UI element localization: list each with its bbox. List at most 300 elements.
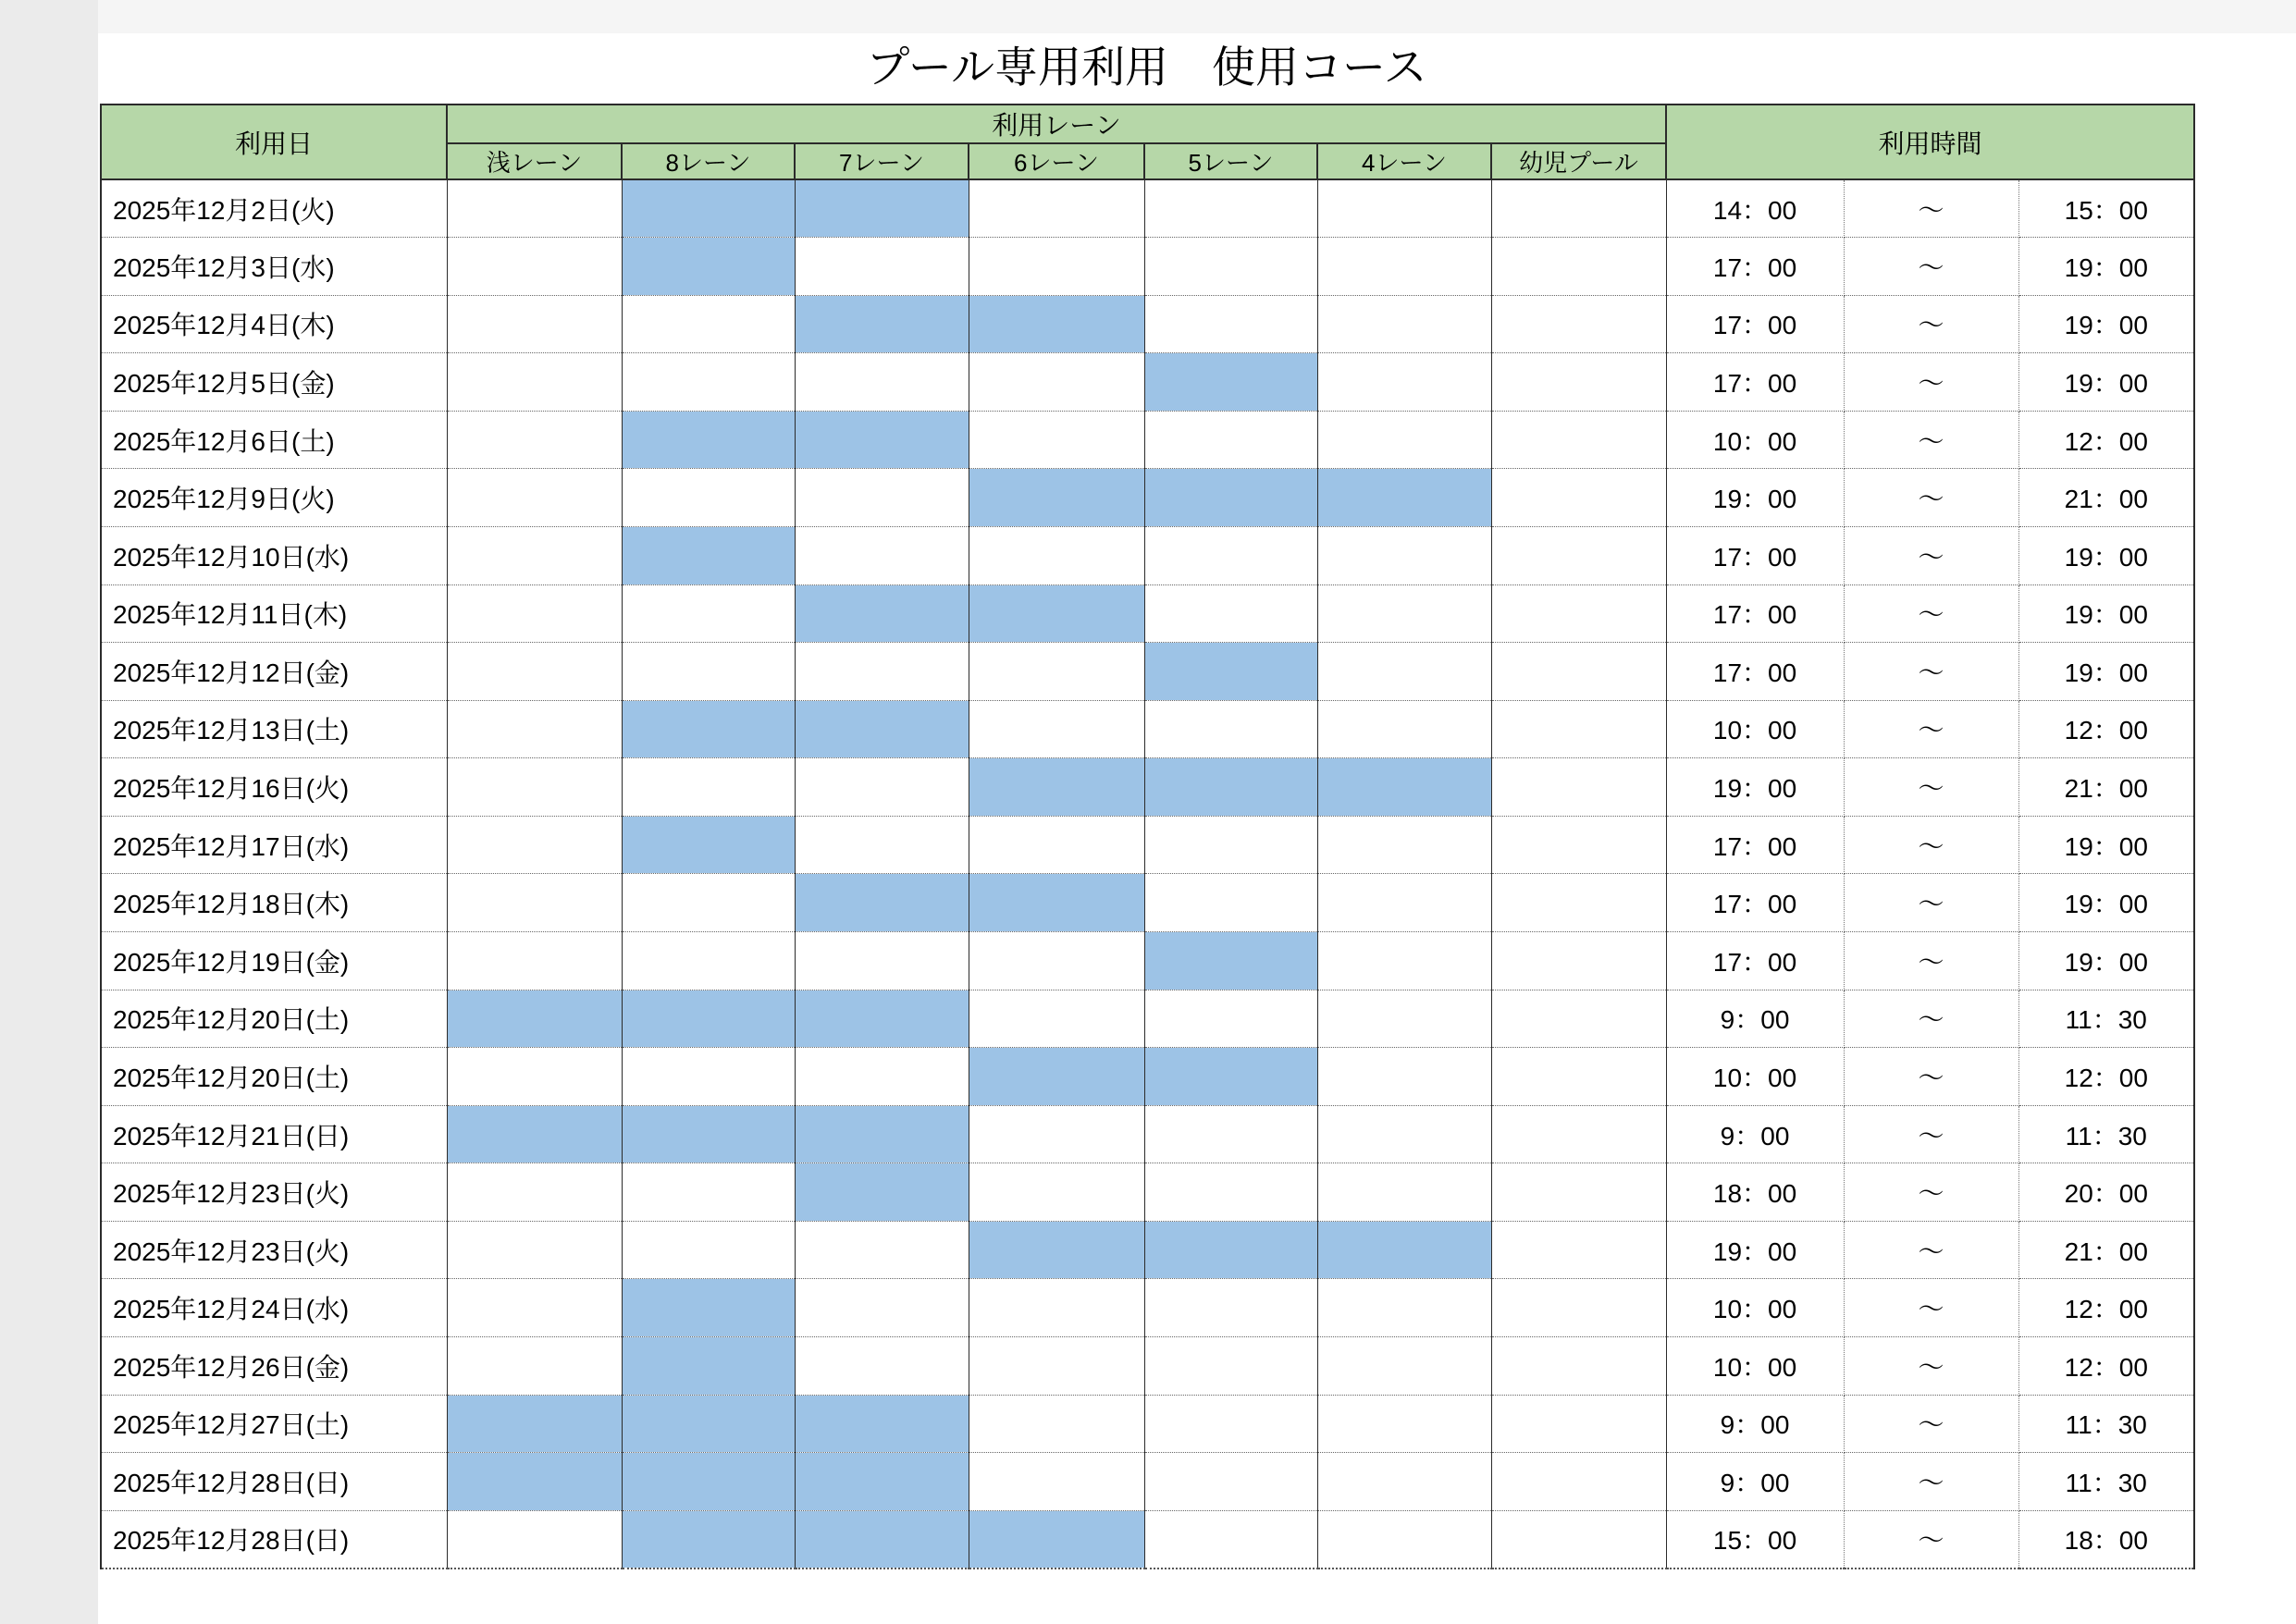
lane-cell-5[interactable] bbox=[1317, 1105, 1491, 1163]
lane-cell-6[interactable] bbox=[1491, 469, 1666, 527]
lane-cell-0-reserved[interactable] bbox=[447, 1395, 622, 1453]
date-cell[interactable]: 2025年12月18日(木) bbox=[101, 874, 447, 932]
lane-cell-4[interactable] bbox=[1144, 295, 1317, 353]
date-cell[interactable]: 2025年12月28日(日) bbox=[101, 1453, 447, 1511]
lane-cell-6[interactable] bbox=[1491, 1221, 1666, 1279]
lane-header-2[interactable]: 7レーン bbox=[795, 143, 969, 179]
lane-cell-2-reserved[interactable] bbox=[795, 990, 969, 1048]
time-start-cell[interactable]: 17：00 bbox=[1666, 643, 1844, 701]
lane-cell-1-reserved[interactable] bbox=[622, 1279, 795, 1337]
header-row-groups bbox=[101, 105, 2194, 143]
time-start-cell[interactable]: 15：00 bbox=[1666, 1510, 1844, 1569]
lane-cell-1-reserved[interactable] bbox=[622, 179, 795, 238]
lane-cell-3[interactable] bbox=[969, 1337, 1144, 1396]
lane-cell-5[interactable] bbox=[1317, 584, 1491, 643]
lane-cell-6[interactable] bbox=[1491, 990, 1666, 1048]
time-start-cell[interactable]: 17：00 bbox=[1666, 238, 1844, 296]
lane-cell-4[interactable] bbox=[1144, 700, 1317, 758]
lane-cell-0[interactable] bbox=[447, 584, 622, 643]
lane-cell-5[interactable] bbox=[1317, 874, 1491, 932]
lane-cell-4[interactable] bbox=[1144, 179, 1317, 238]
lane-cell-0[interactable] bbox=[447, 353, 622, 412]
time-start-cell[interactable]: 10：00 bbox=[1666, 1337, 1844, 1396]
lane-cell-4-reserved[interactable] bbox=[1144, 1048, 1317, 1106]
lane-cell-2[interactable] bbox=[795, 1048, 969, 1106]
lane-cell-6[interactable] bbox=[1491, 758, 1666, 817]
lane-cell-1-reserved[interactable] bbox=[622, 1105, 795, 1163]
lane-cell-0-reserved[interactable] bbox=[447, 990, 622, 1048]
lane-cell-5[interactable] bbox=[1317, 353, 1491, 412]
lane-cell-2[interactable] bbox=[795, 816, 969, 874]
lane-cell-3[interactable] bbox=[969, 700, 1144, 758]
lane-cell-3-reserved[interactable] bbox=[969, 1510, 1144, 1569]
lane-cell-4-reserved[interactable] bbox=[1144, 1221, 1317, 1279]
lane-cell-3-reserved[interactable] bbox=[969, 584, 1144, 643]
time-separator-cell[interactable]: ～ bbox=[1844, 816, 2018, 874]
lane-cell-5[interactable] bbox=[1317, 1163, 1491, 1222]
time-separator-cell[interactable]: ～ bbox=[1844, 874, 2018, 932]
lane-cell-1[interactable] bbox=[622, 469, 795, 527]
lane-cell-0[interactable] bbox=[447, 1048, 622, 1106]
time-start-cell[interactable]: 14：00 bbox=[1666, 179, 1844, 238]
table-row bbox=[101, 1048, 2194, 1106]
lane-cell-0[interactable] bbox=[447, 758, 622, 817]
lane-cell-6[interactable] bbox=[1491, 816, 1666, 874]
lane-cell-3[interactable] bbox=[969, 1163, 1144, 1222]
lane-cell-1[interactable] bbox=[622, 643, 795, 701]
time-end-cell[interactable]: 12：00 bbox=[2018, 1048, 2194, 1106]
time-separator-cell[interactable]: ～ bbox=[1844, 295, 2018, 353]
lane-cell-3[interactable] bbox=[969, 411, 1144, 469]
time-separator-cell[interactable]: ～ bbox=[1844, 1510, 2018, 1569]
lane-cell-0[interactable] bbox=[447, 932, 622, 990]
time-separator-cell[interactable]: ～ bbox=[1844, 1453, 2018, 1511]
lane-cell-3-reserved[interactable] bbox=[969, 1221, 1144, 1279]
time-start-cell[interactable]: 10：00 bbox=[1666, 1279, 1844, 1337]
lane-cell-1[interactable] bbox=[622, 1048, 795, 1106]
lane-cell-6[interactable] bbox=[1491, 295, 1666, 353]
lane-cell-5[interactable] bbox=[1317, 932, 1491, 990]
lane-cell-0[interactable] bbox=[447, 238, 622, 296]
table-row bbox=[101, 1279, 2194, 1337]
lane-cell-3[interactable] bbox=[969, 643, 1144, 701]
time-start-cell[interactable]: 9：00 bbox=[1666, 1453, 1844, 1511]
time-separator-cell[interactable]: ～ bbox=[1844, 179, 2018, 238]
lane-cell-2[interactable] bbox=[795, 1337, 969, 1396]
time-end-cell[interactable]: 21：00 bbox=[2018, 1221, 2194, 1279]
time-separator-cell[interactable]: ～ bbox=[1844, 932, 2018, 990]
lane-cell-1-reserved[interactable] bbox=[622, 1453, 795, 1511]
lane-cell-5[interactable] bbox=[1317, 1048, 1491, 1106]
lane-cell-3[interactable] bbox=[969, 238, 1144, 296]
lane-cell-2[interactable] bbox=[795, 758, 969, 817]
lane-cell-2[interactable] bbox=[795, 1279, 969, 1337]
lane-cell-2-reserved[interactable] bbox=[795, 1105, 969, 1163]
table-row bbox=[101, 1395, 2194, 1453]
lane-cell-4[interactable] bbox=[1144, 874, 1317, 932]
lane-cell-6[interactable] bbox=[1491, 874, 1666, 932]
lane-cell-3[interactable] bbox=[969, 1453, 1144, 1511]
time-start-cell[interactable]: 17：00 bbox=[1666, 526, 1844, 584]
date-cell[interactable]: 2025年12月20日(土) bbox=[101, 1048, 447, 1106]
time-end-cell[interactable]: 15：00 bbox=[2018, 179, 2194, 238]
lane-cell-5[interactable] bbox=[1317, 1279, 1491, 1337]
lane-cell-4-reserved[interactable] bbox=[1144, 932, 1317, 990]
lane-cell-3[interactable] bbox=[969, 932, 1144, 990]
lane-cell-1-reserved[interactable] bbox=[622, 526, 795, 584]
top-margin bbox=[98, 0, 2296, 33]
schedule-table bbox=[100, 104, 2195, 1569]
time-separator-cell[interactable]: ～ bbox=[1844, 1221, 2018, 1279]
time-start-cell[interactable]: 10：00 bbox=[1666, 411, 1844, 469]
time-start-cell[interactable]: 19：00 bbox=[1666, 469, 1844, 527]
time-end-cell[interactable]: 11：30 bbox=[2018, 1453, 2194, 1511]
lane-cell-4-reserved[interactable] bbox=[1144, 469, 1317, 527]
lane-cell-3[interactable] bbox=[969, 816, 1144, 874]
date-cell[interactable]: 2025年12月11日(木) bbox=[101, 584, 447, 643]
lane-cell-4-reserved[interactable] bbox=[1144, 643, 1317, 701]
left-margin bbox=[0, 0, 98, 1624]
lane-cell-5[interactable] bbox=[1317, 1453, 1491, 1511]
lane-cell-5[interactable] bbox=[1317, 295, 1491, 353]
lane-cell-2-reserved[interactable] bbox=[795, 411, 969, 469]
time-separator-cell[interactable]: ～ bbox=[1844, 238, 2018, 296]
lane-cell-0[interactable] bbox=[447, 1163, 622, 1222]
lane-cell-4[interactable] bbox=[1144, 1395, 1317, 1453]
lane-cell-2[interactable] bbox=[795, 353, 969, 412]
time-separator-cell[interactable]: ～ bbox=[1844, 1048, 2018, 1106]
time-start-cell[interactable]: 9：00 bbox=[1666, 1395, 1844, 1453]
lane-cell-0[interactable] bbox=[447, 526, 622, 584]
lane-cell-0[interactable] bbox=[447, 411, 622, 469]
lane-cell-4[interactable] bbox=[1144, 1163, 1317, 1222]
lane-cell-3-reserved[interactable] bbox=[969, 874, 1144, 932]
lane-cell-0-reserved[interactable] bbox=[447, 1453, 622, 1511]
lane-cell-5-reserved[interactable] bbox=[1317, 1221, 1491, 1279]
time-end-cell[interactable]: 12：00 bbox=[2018, 700, 2194, 758]
date-cell[interactable]: 2025年12月28日(日) bbox=[101, 1510, 447, 1569]
lane-cell-6[interactable] bbox=[1491, 584, 1666, 643]
time-start-cell[interactable]: 19：00 bbox=[1666, 758, 1844, 817]
lane-cell-3-reserved[interactable] bbox=[969, 295, 1144, 353]
time-start-cell[interactable]: 17：00 bbox=[1666, 295, 1844, 353]
lane-cell-0[interactable] bbox=[447, 1221, 622, 1279]
header-date[interactable]: 利用日 bbox=[101, 105, 447, 179]
table-row bbox=[101, 700, 2194, 758]
lane-header-0[interactable]: 浅レーン bbox=[447, 143, 622, 179]
lane-cell-1-reserved[interactable] bbox=[622, 411, 795, 469]
date-cell[interactable]: 2025年12月17日(水) bbox=[101, 816, 447, 874]
lane-cell-6[interactable] bbox=[1491, 1163, 1666, 1222]
lane-cell-1[interactable] bbox=[622, 584, 795, 643]
date-cell[interactable]: 2025年12月26日(金) bbox=[101, 1337, 447, 1396]
time-separator-cell[interactable]: ～ bbox=[1844, 990, 2018, 1048]
lane-cell-2[interactable] bbox=[795, 526, 969, 584]
table-row bbox=[101, 643, 2194, 701]
lane-cell-5[interactable] bbox=[1317, 643, 1491, 701]
lane-cell-5[interactable] bbox=[1317, 990, 1491, 1048]
lane-cell-5[interactable] bbox=[1317, 816, 1491, 874]
lane-cell-2[interactable] bbox=[795, 1221, 969, 1279]
lane-cell-0[interactable] bbox=[447, 874, 622, 932]
date-cell[interactable]: 2025年12月16日(火) bbox=[101, 758, 447, 817]
time-end-cell[interactable]: 19：00 bbox=[2018, 238, 2194, 296]
lane-cell-3[interactable] bbox=[969, 1105, 1144, 1163]
time-end-cell[interactable]: 19：00 bbox=[2018, 874, 2194, 932]
lane-cell-2-reserved[interactable] bbox=[795, 179, 969, 238]
lane-cell-1[interactable] bbox=[622, 932, 795, 990]
page-title: プール専用利用 使用コース bbox=[866, 43, 1427, 92]
lane-cell-1-reserved[interactable] bbox=[622, 816, 795, 874]
date-cell[interactable]: 2025年12月2日(火) bbox=[101, 179, 447, 238]
lane-cell-2[interactable] bbox=[795, 469, 969, 527]
lane-cell-0[interactable] bbox=[447, 1279, 622, 1337]
lane-cell-1[interactable] bbox=[622, 353, 795, 412]
date-cell[interactable]: 2025年12月4日(木) bbox=[101, 295, 447, 353]
lane-cell-6[interactable] bbox=[1491, 1048, 1666, 1106]
lane-cell-1[interactable] bbox=[622, 874, 795, 932]
time-start-cell[interactable]: 17：00 bbox=[1666, 816, 1844, 874]
lane-cell-3-reserved[interactable] bbox=[969, 469, 1144, 527]
time-start-cell[interactable]: 10：00 bbox=[1666, 1048, 1844, 1106]
lane-cell-2-reserved[interactable] bbox=[795, 1453, 969, 1511]
lane-cell-4-reserved[interactable] bbox=[1144, 758, 1317, 817]
time-start-cell[interactable]: 19：00 bbox=[1666, 1221, 1844, 1279]
time-start-cell[interactable]: 9：00 bbox=[1666, 1105, 1844, 1163]
lane-cell-2-reserved[interactable] bbox=[795, 1163, 969, 1222]
time-start-cell[interactable]: 17：00 bbox=[1666, 874, 1844, 932]
lane-cell-3[interactable] bbox=[969, 1395, 1144, 1453]
lane-cell-1-reserved[interactable] bbox=[622, 1395, 795, 1453]
table-row bbox=[101, 758, 2194, 817]
time-separator-cell[interactable]: ～ bbox=[1844, 353, 2018, 412]
time-end-cell[interactable]: 19：00 bbox=[2018, 816, 2194, 874]
time-separator-cell[interactable]: ～ bbox=[1844, 526, 2018, 584]
time-separator-cell[interactable]: ～ bbox=[1844, 758, 2018, 817]
lane-cell-1[interactable] bbox=[622, 295, 795, 353]
time-end-cell[interactable]: 12：00 bbox=[2018, 411, 2194, 469]
lane-header-5[interactable]: 4レーン bbox=[1317, 143, 1491, 179]
time-end-cell[interactable]: 19：00 bbox=[2018, 932, 2194, 990]
time-end-cell[interactable]: 19：00 bbox=[2018, 526, 2194, 584]
table-row bbox=[101, 932, 2194, 990]
lane-cell-1-reserved[interactable] bbox=[622, 238, 795, 296]
lane-cell-6[interactable] bbox=[1491, 411, 1666, 469]
time-end-cell[interactable]: 11：30 bbox=[2018, 1105, 2194, 1163]
time-end-cell[interactable]: 21：00 bbox=[2018, 758, 2194, 817]
lane-cell-1[interactable] bbox=[622, 1163, 795, 1222]
lane-cell-1[interactable] bbox=[622, 1221, 795, 1279]
table-row bbox=[101, 353, 2194, 412]
time-separator-cell[interactable]: ～ bbox=[1844, 584, 2018, 643]
lane-cell-6[interactable] bbox=[1491, 1337, 1666, 1396]
lane-cell-0[interactable] bbox=[447, 179, 622, 238]
date-cell[interactable]: 2025年12月20日(土) bbox=[101, 990, 447, 1048]
table-row bbox=[101, 1163, 2194, 1222]
date-cell[interactable]: 2025年12月9日(火) bbox=[101, 469, 447, 527]
lane-cell-3-reserved[interactable] bbox=[969, 1048, 1144, 1106]
table-row bbox=[101, 990, 2194, 1048]
date-cell[interactable]: 2025年12月12日(金) bbox=[101, 643, 447, 701]
date-cell[interactable]: 2025年12月24日(水) bbox=[101, 1279, 447, 1337]
time-start-cell[interactable]: 17：00 bbox=[1666, 932, 1844, 990]
time-separator-cell[interactable]: ～ bbox=[1844, 643, 2018, 701]
lane-cell-3[interactable] bbox=[969, 353, 1144, 412]
time-end-cell[interactable]: 11：30 bbox=[2018, 1395, 2194, 1453]
time-start-cell[interactable]: 17：00 bbox=[1666, 584, 1844, 643]
time-start-cell[interactable]: 18：00 bbox=[1666, 1163, 1844, 1222]
lane-cell-0[interactable] bbox=[447, 1510, 622, 1569]
lane-cell-1[interactable] bbox=[622, 758, 795, 817]
time-separator-cell[interactable]: ～ bbox=[1844, 1279, 2018, 1337]
lane-cell-6[interactable] bbox=[1491, 700, 1666, 758]
lane-cell-5[interactable] bbox=[1317, 1395, 1491, 1453]
table-row bbox=[101, 1453, 2194, 1511]
lane-header-4[interactable]: 5レーン bbox=[1144, 143, 1317, 179]
time-end-cell[interactable]: 21：00 bbox=[2018, 469, 2194, 527]
header-time-group[interactable]: 利用時間 bbox=[1666, 105, 2194, 179]
date-cell[interactable]: 2025年12月23日(火) bbox=[101, 1221, 447, 1279]
table-row bbox=[101, 411, 2194, 469]
table-row bbox=[101, 816, 2194, 874]
lane-cell-5[interactable] bbox=[1317, 238, 1491, 296]
time-separator-cell[interactable]: ～ bbox=[1844, 469, 2018, 527]
lane-cell-2[interactable] bbox=[795, 238, 969, 296]
lane-cell-6[interactable] bbox=[1491, 1279, 1666, 1337]
lane-cell-5-reserved[interactable] bbox=[1317, 758, 1491, 817]
lane-cell-2[interactable] bbox=[795, 932, 969, 990]
time-separator-cell[interactable]: ～ bbox=[1844, 411, 2018, 469]
time-start-cell[interactable]: 10：00 bbox=[1666, 700, 1844, 758]
lane-cell-1-reserved[interactable] bbox=[622, 1337, 795, 1396]
lane-cell-2[interactable] bbox=[795, 643, 969, 701]
time-end-cell[interactable]: 19：00 bbox=[2018, 353, 2194, 412]
table-row bbox=[101, 1221, 2194, 1279]
lane-cell-6[interactable] bbox=[1491, 1453, 1666, 1511]
date-cell[interactable]: 2025年12月5日(金) bbox=[101, 353, 447, 412]
lane-cell-4[interactable] bbox=[1144, 584, 1317, 643]
lane-cell-6[interactable] bbox=[1491, 179, 1666, 238]
date-cell[interactable]: 2025年12月27日(土) bbox=[101, 1395, 447, 1453]
time-end-cell[interactable]: 20：00 bbox=[2018, 1163, 2194, 1222]
lane-cell-4[interactable] bbox=[1144, 1105, 1317, 1163]
lane-cell-2-reserved[interactable] bbox=[795, 1510, 969, 1569]
lane-cell-2-reserved[interactable] bbox=[795, 584, 969, 643]
lane-cell-0[interactable] bbox=[447, 643, 622, 701]
time-end-cell[interactable]: 19：00 bbox=[2018, 584, 2194, 643]
lane-cell-0[interactable] bbox=[447, 295, 622, 353]
time-start-cell[interactable]: 17：00 bbox=[1666, 353, 1844, 412]
lane-cell-5[interactable] bbox=[1317, 179, 1491, 238]
lane-cell-3-reserved[interactable] bbox=[969, 758, 1144, 817]
lane-cell-5[interactable] bbox=[1317, 526, 1491, 584]
lane-cell-3[interactable] bbox=[969, 1279, 1144, 1337]
lane-cell-0[interactable] bbox=[447, 816, 622, 874]
lane-cell-4[interactable] bbox=[1144, 1510, 1317, 1569]
lane-cell-3[interactable] bbox=[969, 179, 1144, 238]
lane-cell-5[interactable] bbox=[1317, 1337, 1491, 1396]
lane-cell-0-reserved[interactable] bbox=[447, 1105, 622, 1163]
lane-cell-4[interactable] bbox=[1144, 990, 1317, 1048]
lane-cell-4[interactable] bbox=[1144, 1453, 1317, 1511]
lane-cell-6[interactable] bbox=[1491, 643, 1666, 701]
lane-cell-6[interactable] bbox=[1491, 353, 1666, 412]
lane-cell-4[interactable] bbox=[1144, 816, 1317, 874]
time-separator-cell[interactable]: ～ bbox=[1844, 700, 2018, 758]
time-start-cell[interactable]: 9：00 bbox=[1666, 990, 1844, 1048]
lane-cell-2-reserved[interactable] bbox=[795, 1395, 969, 1453]
lane-header-1[interactable]: 8レーン bbox=[622, 143, 795, 179]
table-row bbox=[101, 1337, 2194, 1396]
lane-cell-5[interactable] bbox=[1317, 411, 1491, 469]
time-separator-cell[interactable]: ～ bbox=[1844, 1105, 2018, 1163]
lane-cell-4[interactable] bbox=[1144, 526, 1317, 584]
date-cell[interactable]: 2025年12月21日(日) bbox=[101, 1105, 447, 1163]
time-end-cell[interactable]: 19：00 bbox=[2018, 643, 2194, 701]
time-separator-cell[interactable]: ～ bbox=[1844, 1163, 2018, 1222]
time-end-cell[interactable]: 12：00 bbox=[2018, 1337, 2194, 1396]
lane-cell-3[interactable] bbox=[969, 990, 1144, 1048]
lane-cell-4[interactable] bbox=[1144, 411, 1317, 469]
lane-cell-4-reserved[interactable] bbox=[1144, 353, 1317, 412]
time-separator-cell[interactable]: ～ bbox=[1844, 1337, 2018, 1396]
lane-cell-1-reserved[interactable] bbox=[622, 700, 795, 758]
lane-header-6[interactable]: 幼児プール bbox=[1491, 143, 1666, 179]
time-end-cell[interactable]: 11：30 bbox=[2018, 990, 2194, 1048]
table-row bbox=[101, 526, 2194, 584]
lane-cell-6[interactable] bbox=[1491, 1395, 1666, 1453]
lane-cell-1-reserved[interactable] bbox=[622, 1510, 795, 1569]
lane-cell-6[interactable] bbox=[1491, 238, 1666, 296]
table-row bbox=[101, 469, 2194, 527]
lane-cell-4[interactable] bbox=[1144, 238, 1317, 296]
date-cell[interactable]: 2025年12月13日(土) bbox=[101, 700, 447, 758]
time-end-cell[interactable]: 19：00 bbox=[2018, 295, 2194, 353]
date-cell[interactable]: 2025年12月23日(火) bbox=[101, 1163, 447, 1222]
lane-cell-2-reserved[interactable] bbox=[795, 700, 969, 758]
table-row bbox=[101, 584, 2194, 643]
date-cell[interactable]: 2025年12月6日(土) bbox=[101, 411, 447, 469]
table-row bbox=[101, 1510, 2194, 1569]
header-lanes-group[interactable]: 利用レーン bbox=[447, 105, 1666, 143]
lane-cell-4[interactable] bbox=[1144, 1279, 1317, 1337]
lane-cell-2-reserved[interactable] bbox=[795, 295, 969, 353]
table-row bbox=[101, 295, 2194, 353]
lane-cell-6[interactable] bbox=[1491, 1510, 1666, 1569]
table-row bbox=[101, 874, 2194, 932]
lane-cell-4[interactable] bbox=[1144, 1337, 1317, 1396]
lane-cell-3[interactable] bbox=[969, 526, 1144, 584]
time-end-cell[interactable]: 18：00 bbox=[2018, 1510, 2194, 1569]
time-end-cell[interactable]: 12：00 bbox=[2018, 1279, 2194, 1337]
lane-cell-6[interactable] bbox=[1491, 1105, 1666, 1163]
lane-header-3[interactable]: 6レーン bbox=[969, 143, 1144, 179]
lane-cell-1-reserved[interactable] bbox=[622, 990, 795, 1048]
date-cell[interactable]: 2025年12月19日(金) bbox=[101, 932, 447, 990]
date-cell[interactable]: 2025年12月3日(水) bbox=[101, 238, 447, 296]
date-cell[interactable]: 2025年12月10日(水) bbox=[101, 526, 447, 584]
lane-cell-6[interactable] bbox=[1491, 932, 1666, 990]
lane-cell-5[interactable] bbox=[1317, 1510, 1491, 1569]
lane-cell-5[interactable] bbox=[1317, 700, 1491, 758]
lane-cell-0[interactable] bbox=[447, 1337, 622, 1396]
time-separator-cell[interactable]: ～ bbox=[1844, 1395, 2018, 1453]
lane-cell-6[interactable] bbox=[1491, 526, 1666, 584]
lane-cell-0[interactable] bbox=[447, 469, 622, 527]
lane-cell-2-reserved[interactable] bbox=[795, 874, 969, 932]
lane-cell-0[interactable] bbox=[447, 700, 622, 758]
lane-cell-5-reserved[interactable] bbox=[1317, 469, 1491, 527]
